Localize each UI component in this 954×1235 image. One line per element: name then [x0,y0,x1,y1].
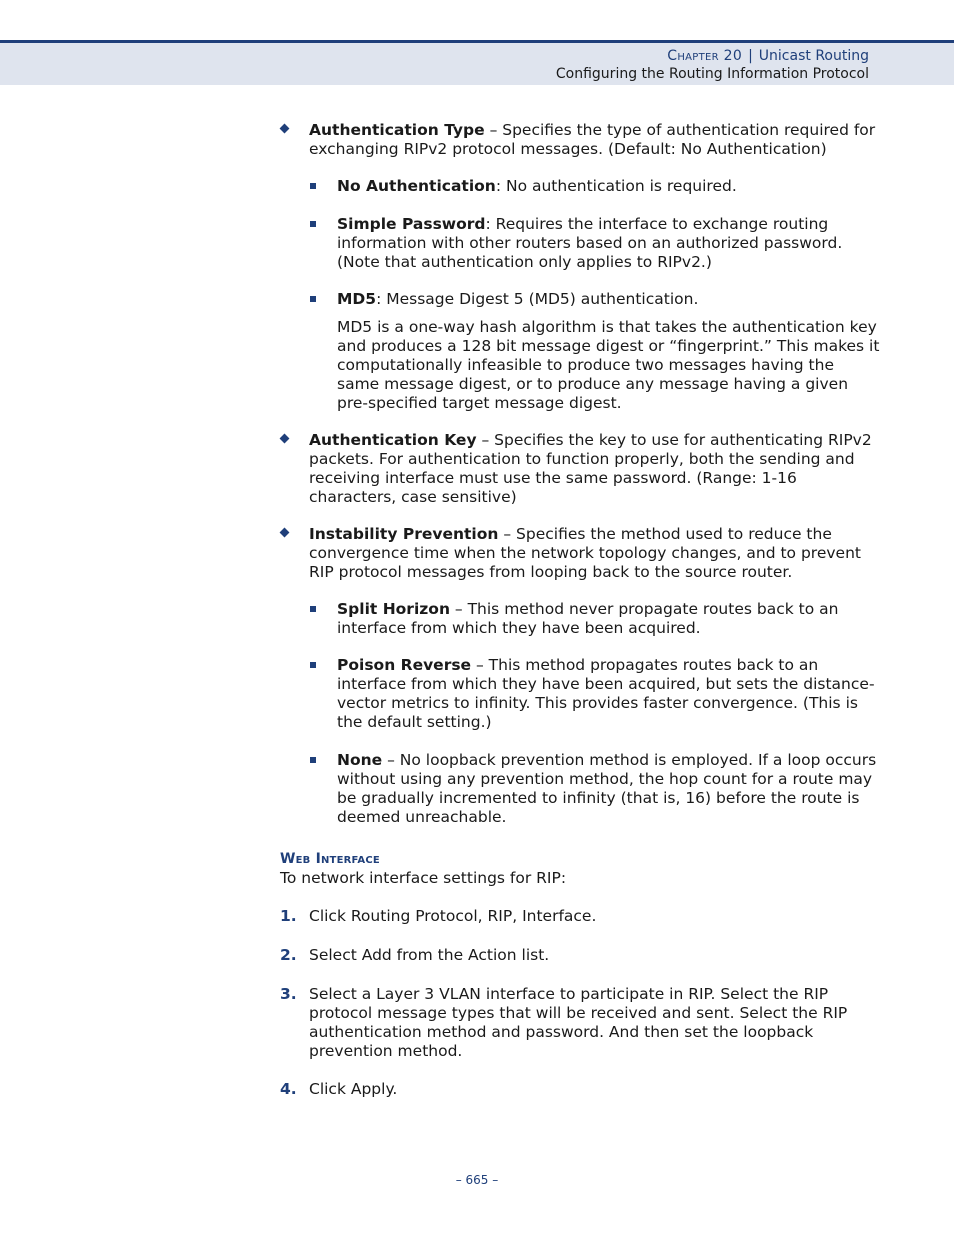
auth-type-item [280,121,880,413]
instability-item [280,525,880,827]
step-text: Select Add from the Action list. [309,946,550,964]
prevention-option-split-horizon [309,600,880,638]
option-term: None [337,751,383,769]
step-item [280,907,880,926]
square-bullet-icon [310,296,316,302]
option-term: No Authentication [337,177,496,195]
option-term: Split Horizon [337,600,450,618]
option-term: MD5 [337,290,377,308]
auth-key-desc: – Specifies the key to use for authenticating RIPv2 packets. For authentication to function properly, both the sending and receiving interface must use the same password. (Range: 1-16 characters, case sensitive) [309,431,872,506]
square-bullet-icon [310,662,316,668]
option-desc: : Message Digest 5 (MD5) authentication. [376,290,699,308]
step-item [280,985,880,1061]
option-desc: : No authentication is required. [495,177,737,195]
diamond-bullet-icon [280,528,290,538]
page-body [280,121,880,1099]
diamond-bullet-icon [280,434,290,444]
auth-option-md5 [309,290,880,413]
option-term: Simple Password [337,215,486,233]
web-interface-section [280,850,880,1099]
option-term: Poison Reverse [337,656,472,674]
section-title: Configuring the Routing Information Protocol [555,66,869,82]
step-text: Click Routing Protocol, RIP, Interface. [309,907,597,925]
prevention-option-poison-reverse [309,656,880,732]
instability-desc: – Specifies the method used to reduce the convergence time when the network topology changes, and to prevent RIP protocol messages from looping back to the source router. [309,525,861,581]
page-number: – 665 – [455,1173,499,1187]
step-item [280,1080,880,1099]
step-text: Click Apply. [309,1080,398,1098]
step-item [280,946,880,965]
instability-term: Instability Prevention [309,525,499,543]
option-desc: : Requires the interface to exchange routing information with other routers based on an authorized password. (Note that authentication only applies to RIPv2.) [337,215,843,271]
step-number: 1. [280,907,297,925]
step-text: Select a Layer 3 VLAN interface to participate in RIP. Select the RIP protocol message types that will be received and sent. Select the RIP authentication method and password. And then set the loopback prevention method. [309,985,848,1060]
step-number: 2. [280,946,297,964]
auth-type-term: Authentication Type [309,121,485,139]
chapter-title: Unicast Routing [758,48,869,64]
option-desc: – This method propagates routes back to an interface from which they have been acquired, but sets the distance-vector metrics to infinity. This provides faster convergence. (This is the default setting.) [337,656,875,731]
auth-key-item [280,431,880,507]
step-number: 4. [280,1080,297,1098]
header-separator: | [748,48,753,64]
web-interface-intro: To network interface settings for RIP: [280,869,567,887]
option-desc: – No loopback prevention method is employed. If a loop occurs without using any prevention method, the hop count for a route may be gradually incremented to infinity (that is, 16) before the route is deemed unreachable. [337,751,877,826]
auth-option-simple-password [309,215,880,272]
web-interface-heading: Web Interface [280,851,380,867]
square-bullet-icon [310,606,316,612]
square-bullet-icon [310,221,316,227]
square-bullet-icon [310,757,316,763]
md5-note: MD5 is a one-way hash algorithm is that takes the authentication key and produces a 128 bit message digest or “fingerprint.” This makes it computationally infeasible to produce two messages having the same message digest, or to produce any message having a given pre-specified target message digest. [337,318,880,412]
square-bullet-icon [310,183,316,189]
prevention-option-none [309,751,880,827]
auth-option-none [309,177,880,196]
chapter-number: Chapter 20 [667,48,743,64]
diamond-bullet-icon [280,124,290,134]
option-desc: – This method never propagate routes back to an interface from which they have been acquired. [337,600,839,637]
chapter-heading [667,47,869,65]
auth-key-term: Authentication Key [309,431,477,449]
page-header [0,40,954,85]
step-number: 3. [280,985,297,1003]
auth-type-desc: – Specifies the type of authentication required for exchanging RIPv2 protocol messages. (Default: No Authentication) [309,121,876,158]
